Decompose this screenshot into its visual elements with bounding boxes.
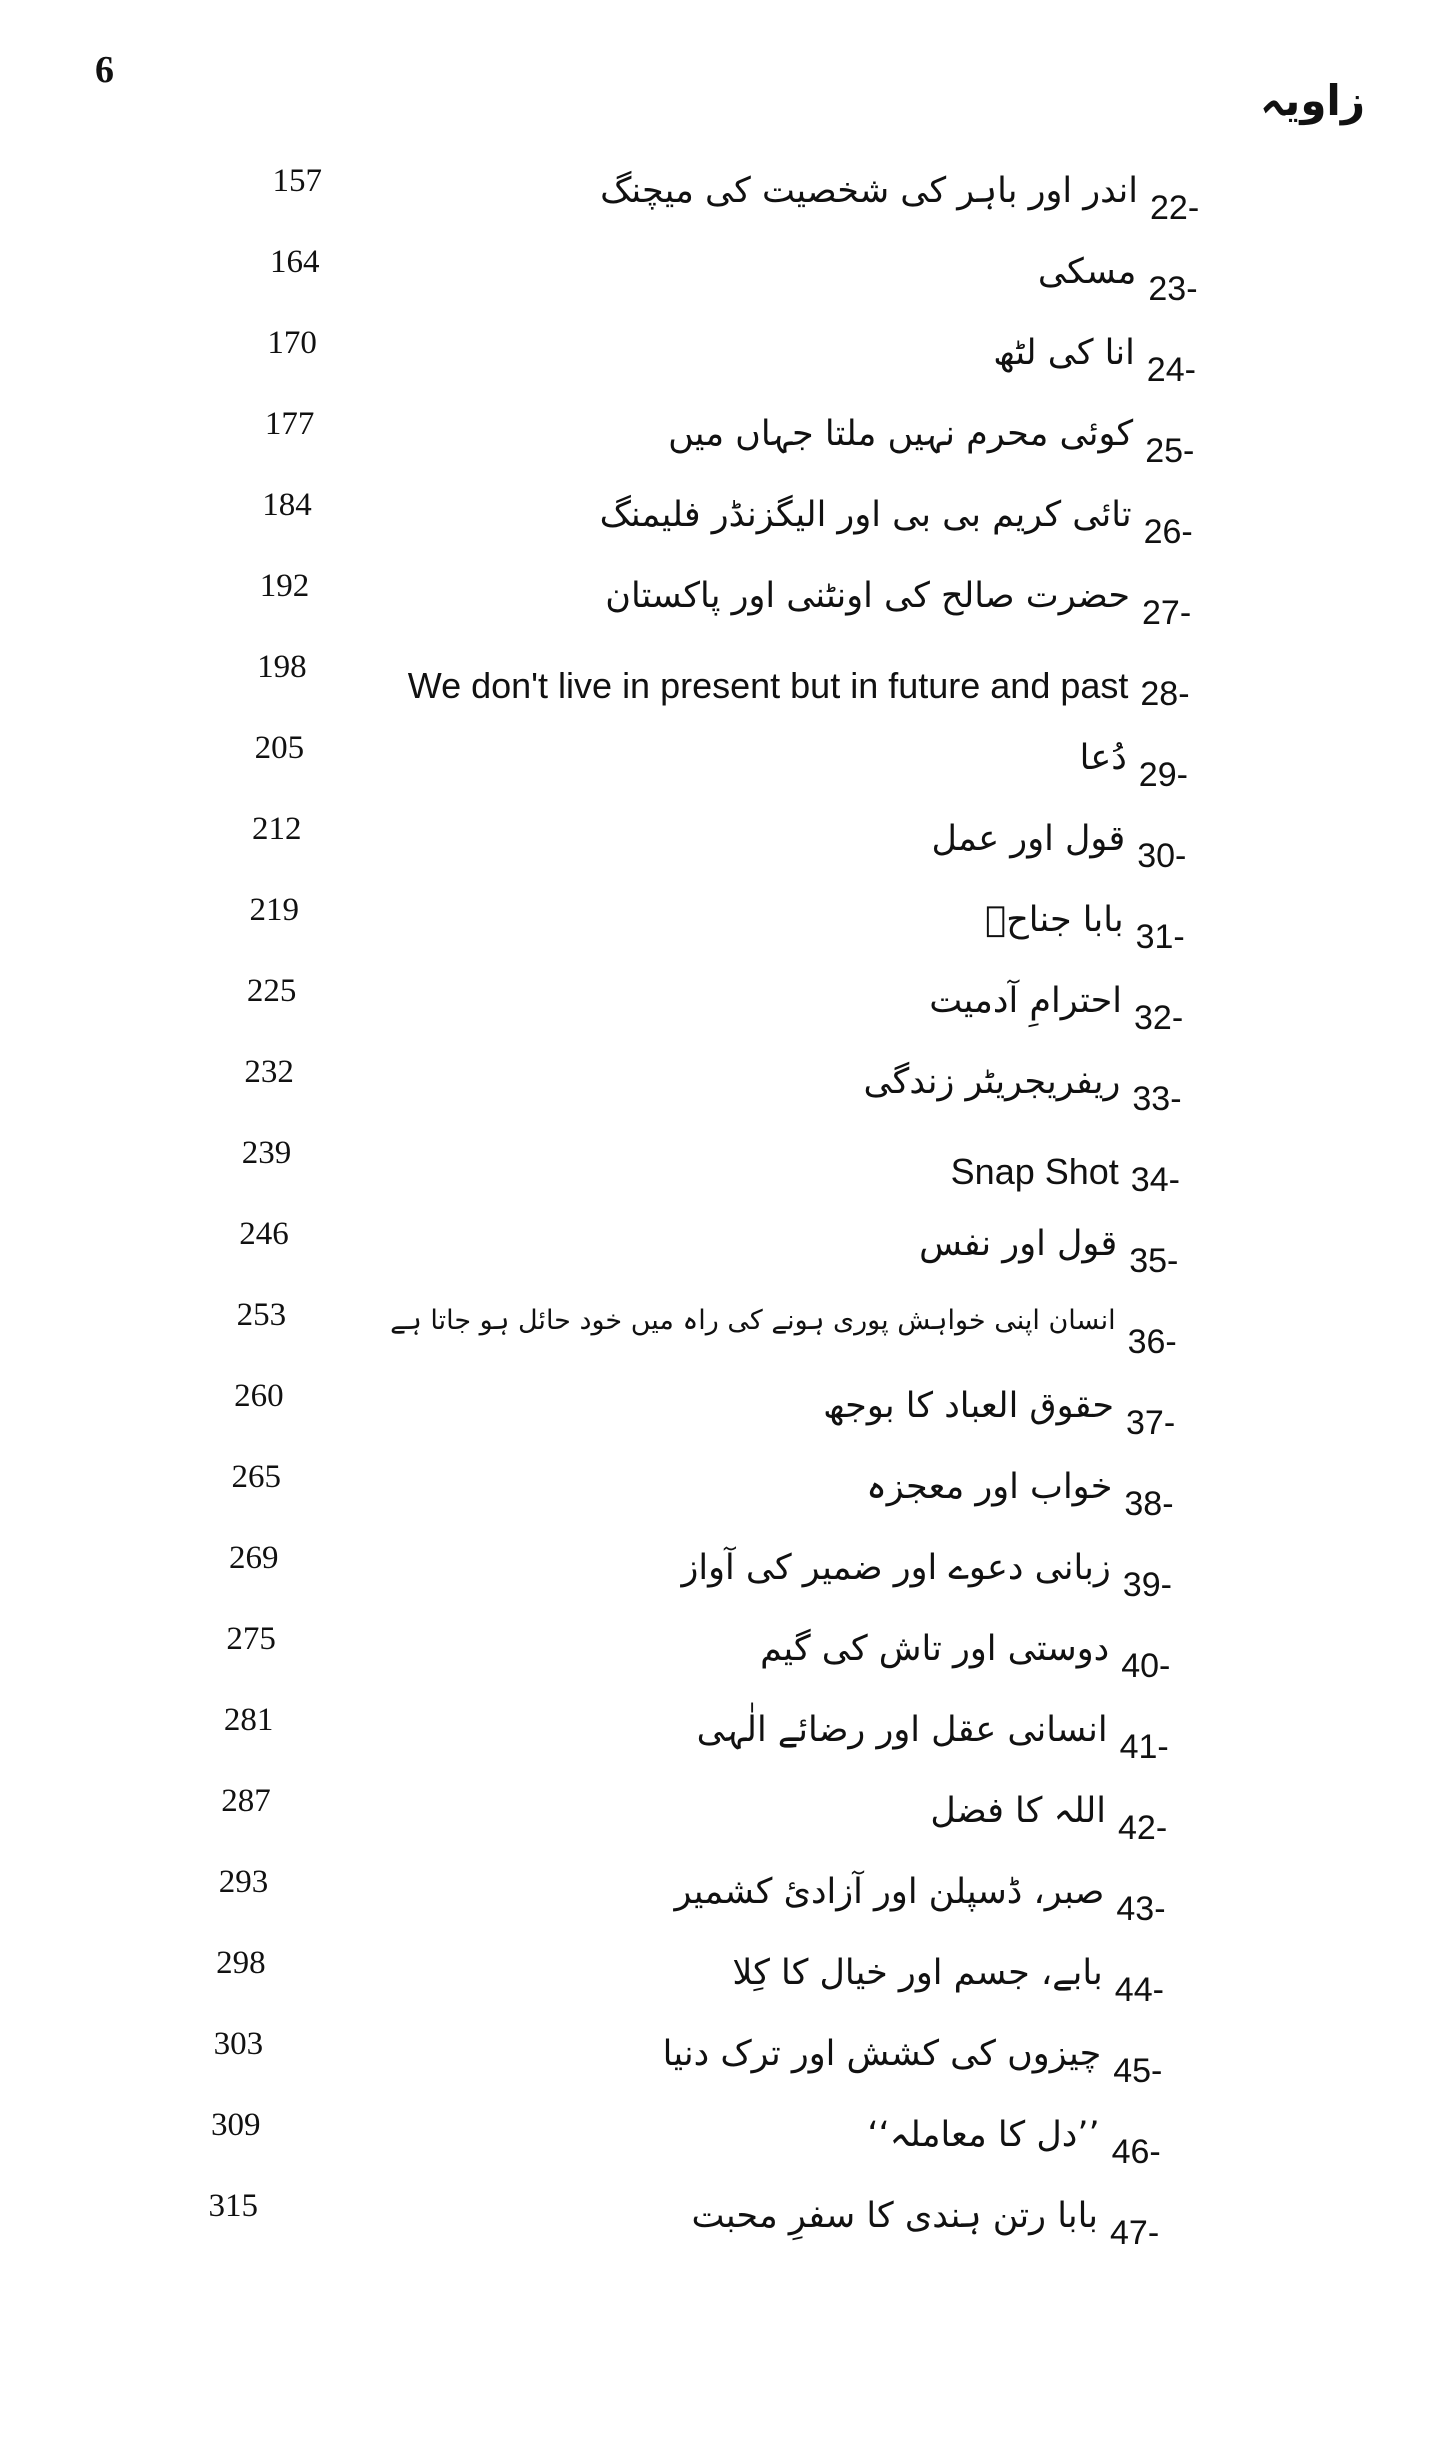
entry-number: 36- xyxy=(1127,1323,1177,1361)
toc-row xyxy=(0,884,1445,965)
entry-number: 34- xyxy=(1130,1161,1180,1199)
entry-number: 25- xyxy=(1145,432,1195,470)
entry-title: We don't live in present but in future and past xyxy=(407,665,1129,706)
entry-number: 23- xyxy=(1148,270,1198,308)
entry-page-number: 205 xyxy=(254,730,305,766)
entry-number: 31- xyxy=(1135,918,1185,956)
page-number: 6 xyxy=(95,49,114,91)
entry-title: اندر اور باہر کی شخصیت کی میچنگ xyxy=(600,171,1138,211)
entry-number: 22- xyxy=(1150,189,1200,227)
toc-row xyxy=(0,1613,1445,1694)
entry-number: 24- xyxy=(1146,351,1196,389)
toc-row xyxy=(0,803,1445,884)
entry-title: انسانی عقل اور رضائے الٰہی xyxy=(696,1710,1108,1750)
entry-number: 41- xyxy=(1119,1728,1169,1766)
toc-row xyxy=(0,965,1445,1046)
entry-number: 32- xyxy=(1134,999,1184,1037)
entry-number: 28- xyxy=(1140,675,1190,713)
entry-page-number: 298 xyxy=(216,1945,266,1981)
entry-page-number: 232 xyxy=(244,1054,294,1090)
entry-title: مسکی xyxy=(1037,252,1137,292)
toc-row xyxy=(0,1856,1445,1937)
toc-row xyxy=(0,1937,1445,2018)
entry-title: بابے، جسم اور خیال کا کِلا xyxy=(732,1953,1103,1993)
table-of-contents xyxy=(0,155,1445,2261)
entry-page-number: 253 xyxy=(236,1297,287,1333)
entry-page-number: 293 xyxy=(218,1864,269,1900)
entry-title: خواب اور معجزہ xyxy=(866,1467,1113,1507)
entry-page-number: 157 xyxy=(272,163,322,199)
entry-number: 29- xyxy=(1138,756,1188,794)
toc-row xyxy=(0,560,1445,641)
entry-page-number: 198 xyxy=(257,649,307,685)
entry-title: اللہ کا فضل xyxy=(930,1791,1106,1831)
entry-page-number: 239 xyxy=(241,1135,292,1171)
entry-title: Snap Shot xyxy=(950,1151,1119,1192)
entry-number: 45- xyxy=(1113,2052,1163,2090)
entry-number: 26- xyxy=(1143,513,1193,551)
entry-page-number: 281 xyxy=(223,1702,274,1738)
entry-number: 44- xyxy=(1114,1971,1164,2009)
entry-page-number: 164 xyxy=(269,244,320,280)
toc-row xyxy=(0,1208,1445,1289)
entry-number: 35- xyxy=(1129,1242,1179,1280)
toc-row xyxy=(0,1775,1445,1856)
entry-title: دوستی اور تاش کی گیم xyxy=(760,1629,1110,1669)
entry-title: دُعا xyxy=(1079,738,1127,778)
entry-page-number: 275 xyxy=(226,1621,276,1657)
entry-page-number: 265 xyxy=(231,1459,282,1495)
entry-page-number: 192 xyxy=(259,568,310,604)
entry-title: انا کی لٹھ xyxy=(993,333,1135,373)
entry-page-number: 315 xyxy=(208,2188,258,2224)
toc-row xyxy=(0,479,1445,560)
entry-number: 38- xyxy=(1124,1485,1174,1523)
entry-title: کوئی محرم نہیں ملتا جہاں میں xyxy=(668,414,1134,454)
toc-row xyxy=(0,2180,1445,2261)
entry-title: قول اور نفس xyxy=(919,1224,1118,1264)
entry-page-number: 287 xyxy=(221,1783,271,1819)
entry-number: 27- xyxy=(1142,594,1192,632)
entry-number: 30- xyxy=(1137,837,1187,875)
entry-title: بابا جناحؒ xyxy=(985,900,1124,940)
entry-title: احترامِ آدمیت xyxy=(929,981,1122,1021)
toc-row xyxy=(0,1289,1445,1370)
entry-page-number: 303 xyxy=(213,2026,264,2062)
entry-title: حقوق العباد کا بوجھ xyxy=(823,1386,1114,1426)
entry-number: 42- xyxy=(1118,1809,1168,1847)
toc-row xyxy=(0,2018,1445,2099)
entry-page-number: 225 xyxy=(246,973,297,1009)
toc-row xyxy=(0,317,1445,398)
entry-title: ریفریجریٹر زندگی xyxy=(863,1062,1121,1102)
entry-page-number: 246 xyxy=(239,1216,289,1252)
toc-row xyxy=(0,1532,1445,1613)
entry-title: قول اور عمل xyxy=(931,819,1126,859)
toc-row xyxy=(0,236,1445,317)
entry-title: چیزوں کی کشش اور ترک دنیا xyxy=(662,2034,1102,2074)
entry-page-number: 219 xyxy=(249,892,299,928)
entry-page-number: 260 xyxy=(234,1378,284,1414)
toc-row xyxy=(0,2099,1445,2180)
entry-title: ’’دل کا معاملہ‘‘ xyxy=(867,2115,1100,2155)
toc-row xyxy=(0,722,1445,803)
toc-row xyxy=(0,1046,1445,1127)
entry-title: حضرت صالح کی اونٹنی اور پاکستان xyxy=(605,576,1130,616)
entry-title: تائی کریم بی بی اور الیگزنڈر فلیمنگ xyxy=(599,495,1132,535)
entry-number: 33- xyxy=(1132,1080,1182,1118)
toc-row xyxy=(0,155,1445,236)
entry-title: انسان اپنی خواہش پوری ہونے کی راہ میں خود حائل ہو جاتا ہے xyxy=(390,1305,1116,1336)
toc-row xyxy=(0,1451,1445,1532)
entry-title: صبر، ڈسپلن اور آزادیٔ کشمیر xyxy=(674,1872,1105,1912)
entry-number: 43- xyxy=(1116,1890,1166,1928)
entry-page-number: 177 xyxy=(264,406,315,442)
entry-number: 40- xyxy=(1121,1647,1171,1685)
entry-number: 46- xyxy=(1111,2133,1161,2171)
toc-row xyxy=(0,1127,1445,1208)
toc-row xyxy=(0,1370,1445,1451)
entry-title: زبانی دعوے اور ضمیر کی آواز xyxy=(681,1548,1111,1588)
toc-row xyxy=(0,641,1445,722)
book-title: زاویہ xyxy=(1259,76,1365,125)
entry-title: بابا رتن ہندی کا سفرِ محبت xyxy=(691,2196,1098,2236)
toc-row xyxy=(0,398,1445,479)
entry-number: 39- xyxy=(1122,1566,1172,1604)
entry-page-number: 269 xyxy=(228,1540,279,1576)
entry-page-number: 170 xyxy=(267,325,317,361)
entry-number: 47- xyxy=(1110,2214,1160,2252)
toc-row xyxy=(0,1694,1445,1775)
entry-page-number: 212 xyxy=(252,811,302,847)
entry-page-number: 309 xyxy=(211,2107,261,2143)
entry-number: 37- xyxy=(1126,1404,1176,1442)
entry-page-number: 184 xyxy=(262,487,312,523)
